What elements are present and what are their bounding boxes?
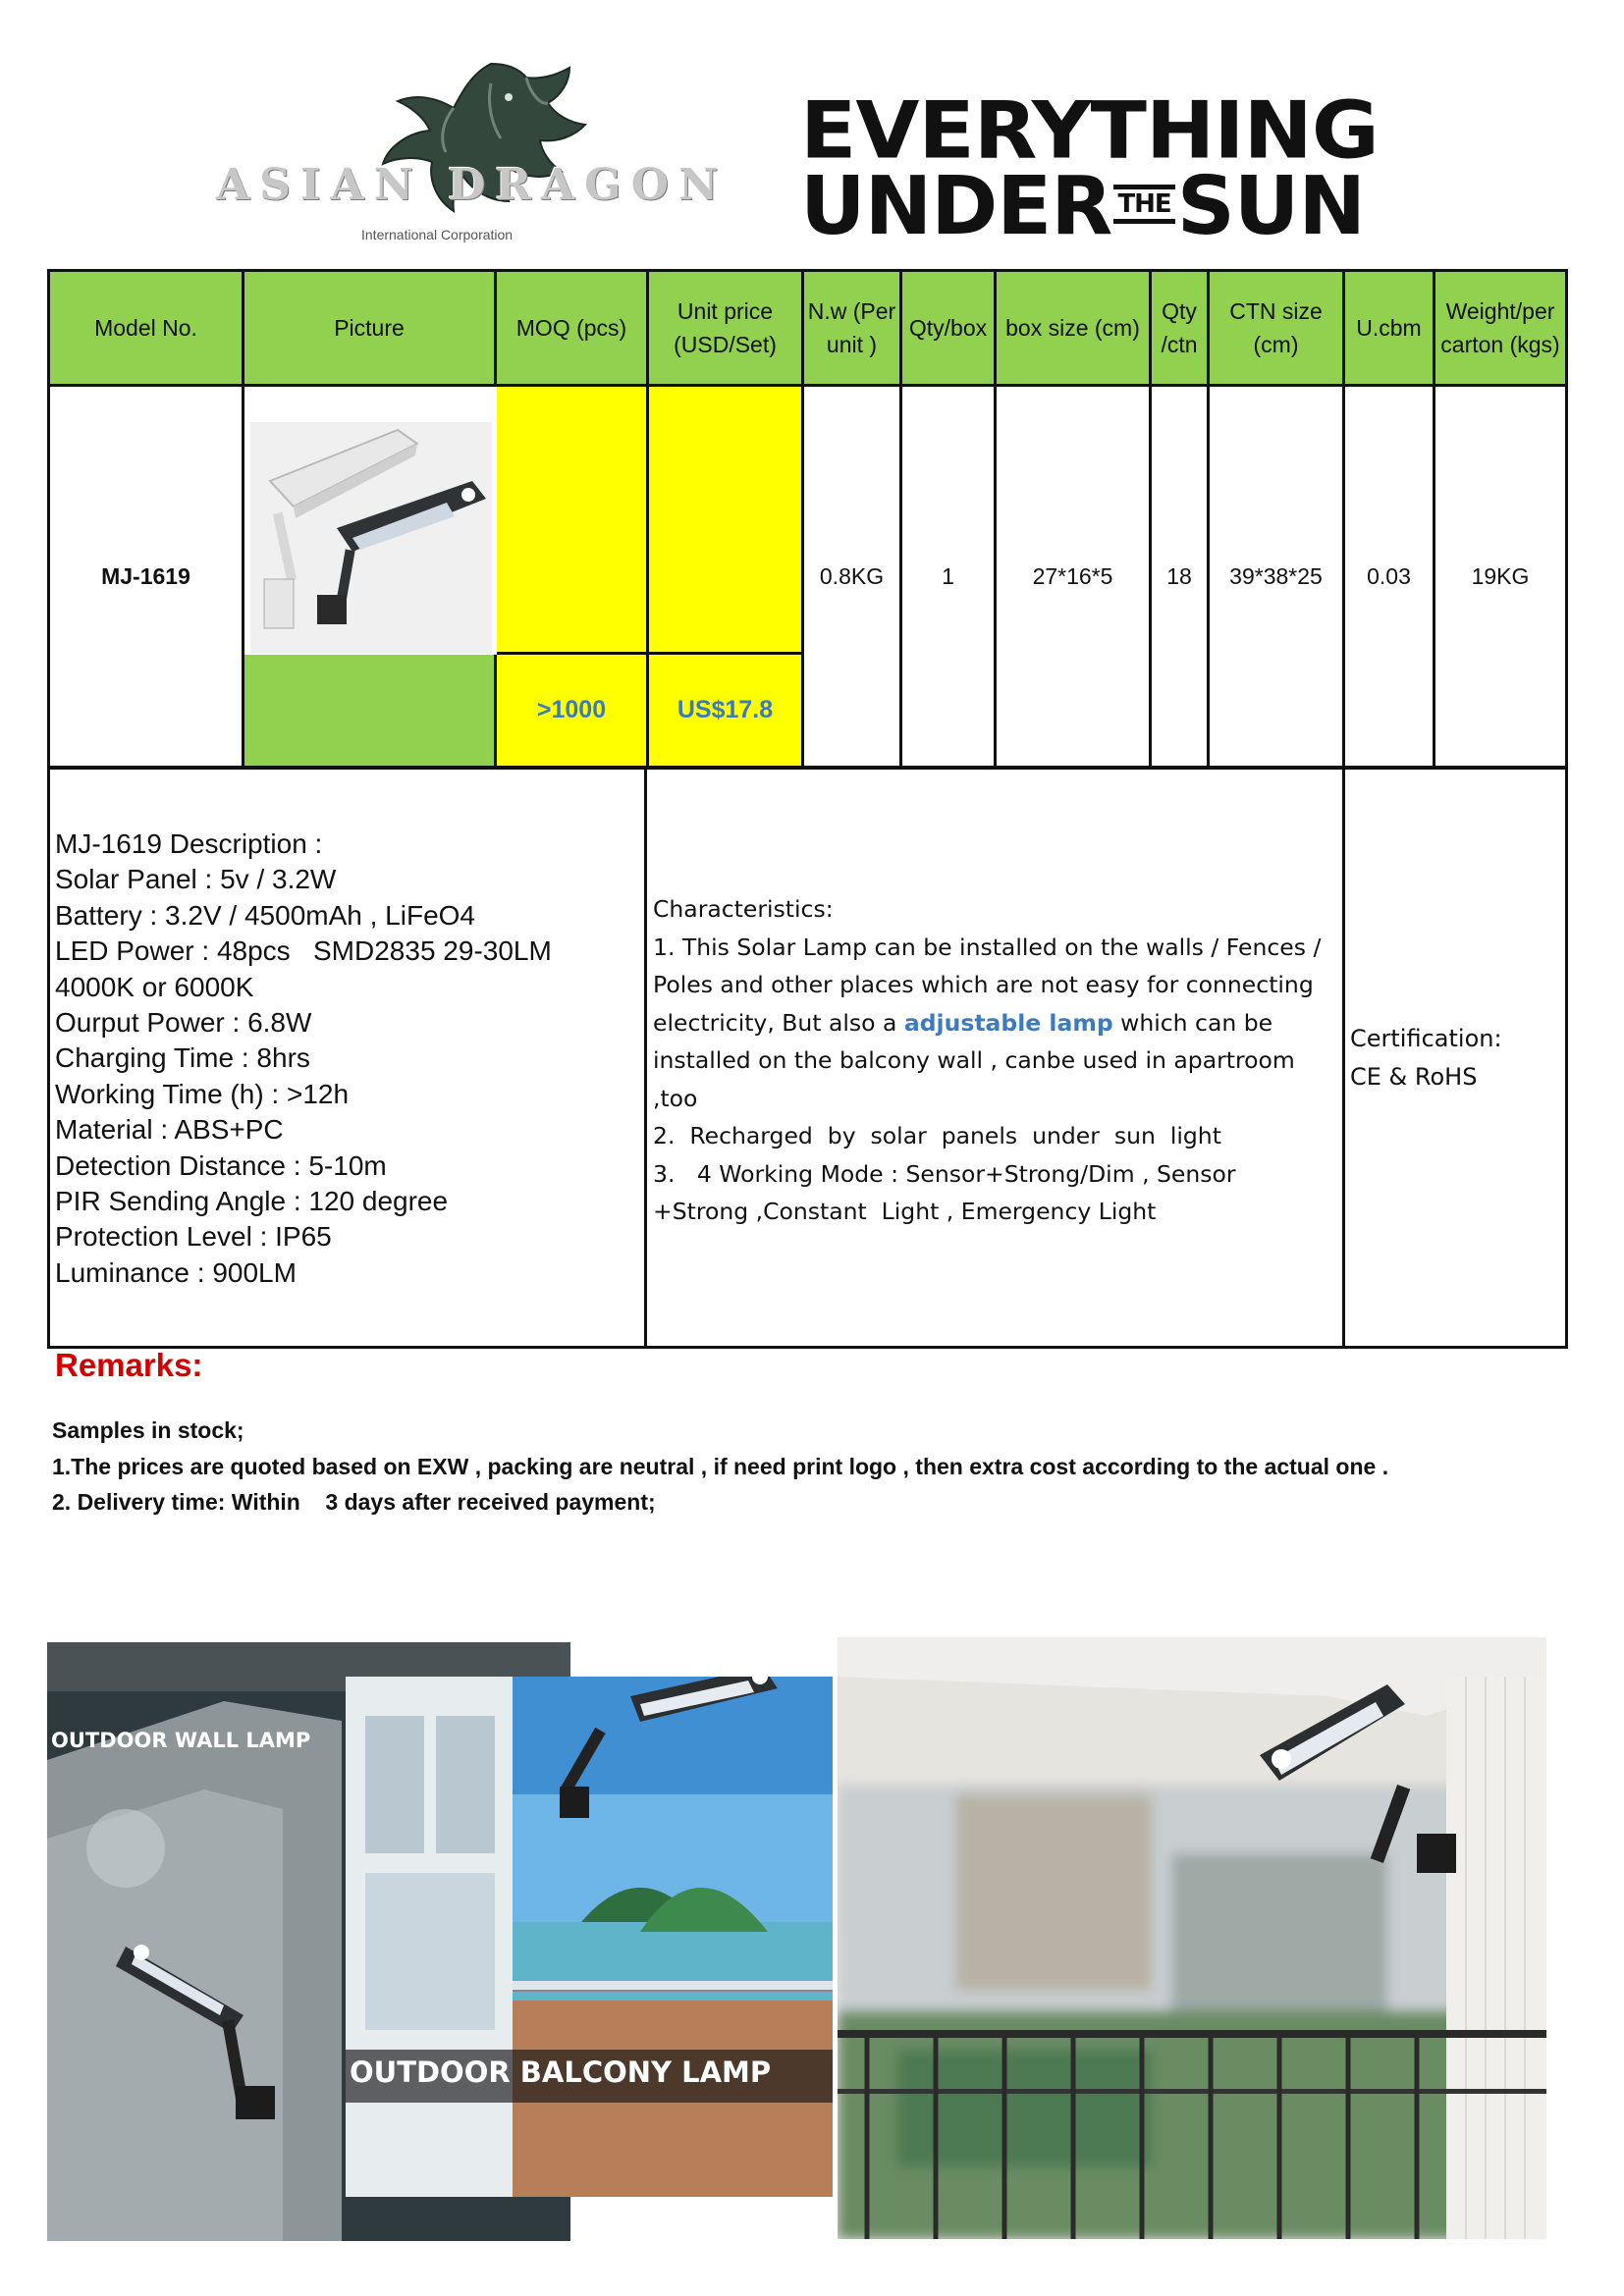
moq-value: >1000: [536, 696, 607, 723]
characteristics-item-2: 2. Recharged by solar panels under sun light: [653, 1122, 1221, 1149]
logo-line-everything: EVERYTHING: [800, 84, 1379, 177]
char-1-highlight: adjustable lamp: [903, 1008, 1113, 1037]
spec-data-row: [49, 386, 1567, 654]
desc-line: Detection Distance : 5-10m: [55, 1149, 387, 1181]
balcony-lamp-label: OUTDOOR BALCONY LAMP: [350, 2056, 772, 2089]
desc-line: Battery : 3.2V / 4500mAh , LiFeO4: [55, 899, 475, 931]
cell-picture: [244, 386, 496, 768]
asian-dragon-subtitle: International Corporation: [361, 227, 514, 242]
wall-lamp-label: OUTDOOR WALL LAMP: [51, 1729, 311, 1752]
product-lamp-image: [250, 422, 492, 654]
characteristics-title: Characteristics:: [653, 895, 834, 923]
balcony-lamp-photo: [346, 1677, 833, 2197]
spec-table: [47, 269, 1568, 769]
spec-header-row: [49, 271, 1567, 386]
header-ctn-size: CTN size (cm): [1209, 271, 1344, 386]
certification-value: CE & RoHS: [1350, 1062, 1478, 1091]
desc-line: Luminance : 900LM: [55, 1256, 297, 1288]
asian-dragon-logo: [196, 54, 785, 250]
header-unit-price: Unit price (USD/Set): [648, 271, 803, 386]
logo-word-the: THE: [1113, 185, 1174, 224]
certification: [1344, 769, 1567, 1348]
desc-line: Charging Time : 8hrs: [55, 1042, 310, 1074]
certification-label: Certification:: [1350, 1025, 1502, 1052]
description-table: [47, 767, 1568, 1349]
characteristics: [646, 769, 1344, 1348]
remarks-title: Remarks:: [55, 1347, 203, 1383]
cell-model: MJ-1619: [49, 386, 244, 768]
characteristics-item-3: 3. 4 Working Mode : Sensor+Strong/Dim , Sensor +Strong ,Constant Light , Emergency Light: [653, 1159, 1244, 1225]
characteristics-item-1: [653, 929, 1328, 1118]
logo-word-under: UNDER: [800, 160, 1112, 253]
desc-line: Ourput Power : 6.8W: [55, 1007, 312, 1039]
char-1-text-a: 1. This Solar Lamp can be installed on the walls / Fences / Poles and other places which are not easy for connecting electricity, But also a: [653, 933, 1322, 1037]
remark-line: 2. Delivery time: Within 3 days after received payment;: [52, 1489, 656, 1515]
cell-moq-blank: [496, 386, 648, 654]
everything-under-the-sun-logo: [800, 84, 1379, 253]
char-1-text-b: which can be installed on the balcony wall , canbe used in apartroom ,too: [653, 1008, 1295, 1112]
header-weight-carton: Weight/per carton (kgs): [1435, 271, 1567, 386]
desc-line: Solar Panel : 5v / 3.2W: [55, 864, 337, 895]
header-qty-ctn: Qty /ctn: [1151, 271, 1209, 386]
logo-word-sun: SUN: [1176, 160, 1365, 253]
cell-qty-box: 1: [901, 386, 996, 768]
header-box-size: box size (cm): [996, 271, 1151, 386]
dragon-emblem-icon: [196, 54, 785, 250]
header-model-no: Model No.: [49, 271, 244, 386]
logo-line-under-the-sun: [800, 160, 1365, 253]
header-net-weight: N.w (Per unit ): [803, 271, 901, 386]
desc-line: Protection Level : IP65: [55, 1221, 332, 1253]
cell-cbm: 0.03: [1344, 386, 1435, 768]
desc-line: MJ-1619 Description :: [55, 828, 323, 859]
cell-net-weight: 0.8KG: [803, 386, 901, 768]
cell-price-blank: [648, 386, 803, 654]
cell-unit-price: [648, 654, 803, 768]
cell-qty-ctn: 18: [1151, 386, 1209, 768]
asian-dragon-wordmark: ASIAN DRAGON: [216, 160, 729, 210]
balcony-view-photo: [838, 1637, 1546, 2239]
remark-line: 1.The prices are quoted based on EXW , packing are neutral , if need print logo , then extra cost according to the actual one .: [52, 1454, 1389, 1479]
product-description: [49, 769, 646, 1348]
header-picture: Picture: [244, 271, 496, 386]
balcony-lamp-scene: [346, 1677, 833, 2197]
desc-line: PIR Sending Angle : 120 degree: [55, 1186, 449, 1217]
cell-moq: [496, 654, 648, 768]
unit-price-value: US$17.8: [677, 696, 774, 723]
cell-weight-carton: 19KG: [1435, 386, 1567, 768]
desc-line: Material : ABS+PC: [55, 1114, 284, 1146]
desc-line: 4000K or 6000K: [55, 971, 254, 1002]
desc-line: LED Power : 48pcs SMD2835 29-30LM: [55, 935, 552, 967]
balcony-view-scene: [838, 1637, 1546, 2239]
header-qty-box: Qty/box: [901, 271, 996, 386]
remark-line: Samples in stock;: [52, 1417, 244, 1443]
desc-line: Working Time (h) : >12h: [55, 1078, 350, 1109]
header-moq: MOQ (pcs): [496, 271, 648, 386]
cell-ctn-size: 39*38*25: [1209, 386, 1344, 768]
header-cbm: U.cbm: [1344, 271, 1435, 386]
cell-box-size: 27*16*5: [996, 386, 1151, 768]
